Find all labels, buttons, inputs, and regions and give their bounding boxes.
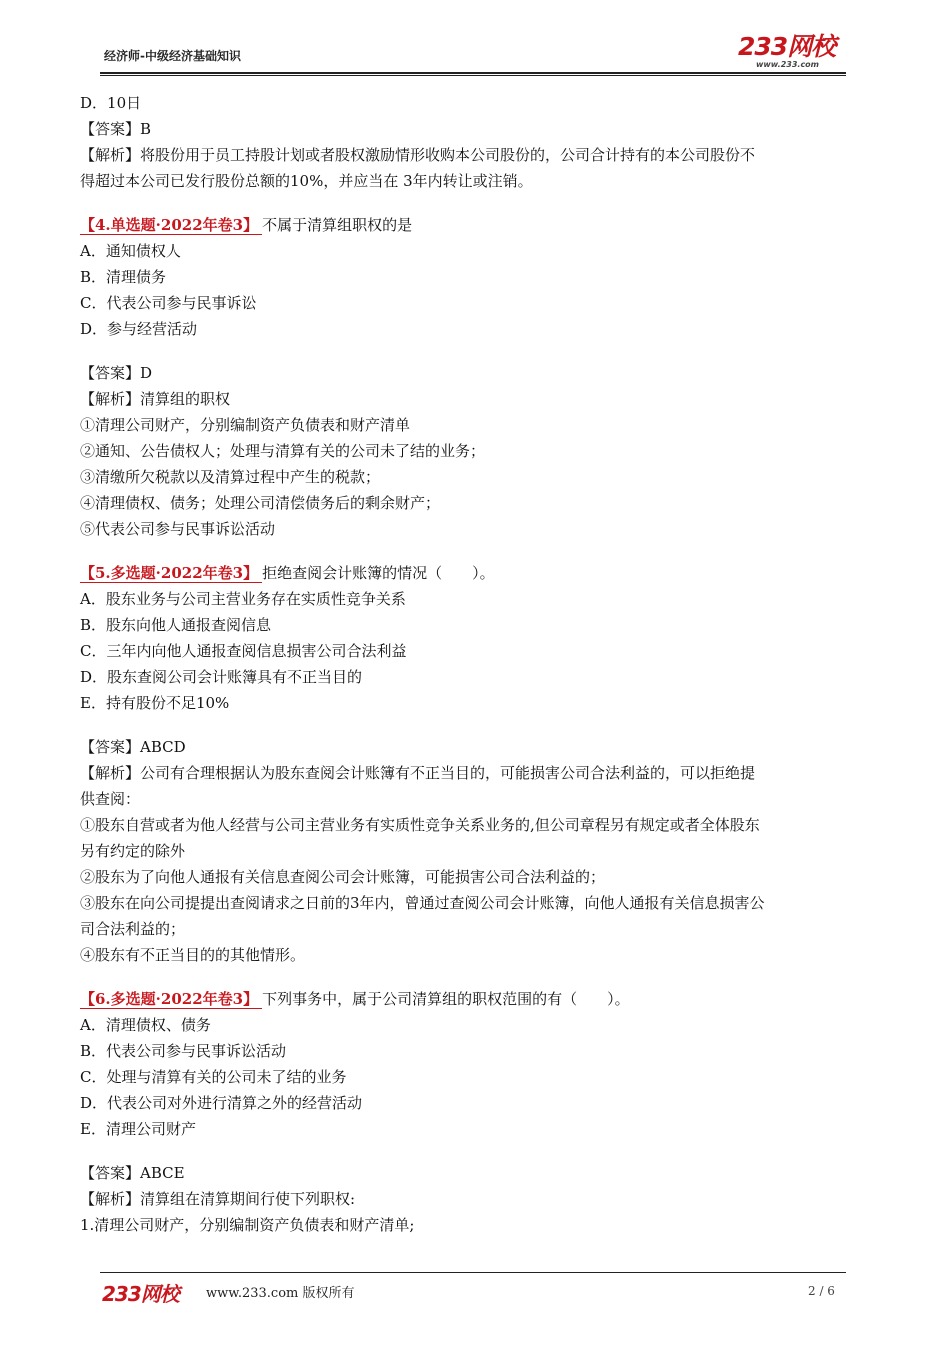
- q5-option: D．股东查阅公司会计账簿具有不正当目的: [80, 668, 363, 686]
- q6-analysis-line: 1.清理公司财产，分别编制资产负债表和财产清单;: [80, 1216, 415, 1234]
- q5-analysis-line: ④股东有不正当目的的其他情形。: [80, 946, 306, 964]
- q6-option: A．清理债权、债务: [80, 1016, 211, 1034]
- q6-heading: [80, 986, 870, 1012]
- q3-analysis-line: 【解析】将股份用于员工持股计划或者股权激励情形收购本公司股份的，公司合计持有的本公司股份不: [80, 146, 756, 164]
- q5-analysis-line: 司合法利益的；: [80, 920, 186, 938]
- q6-option: E．清理公司财产: [80, 1120, 196, 1138]
- footer-copyright: www.233.com 版权所有: [206, 1286, 355, 1301]
- brand-logo: [738, 33, 862, 73]
- q5-option: A．股东业务与公司主营业务存在实质性竞争关系: [80, 590, 406, 608]
- logo-url-text: www.233.com: [756, 60, 820, 69]
- q4-option: C．代表公司参与民事诉讼: [80, 294, 257, 312]
- q4-heading: [80, 212, 870, 238]
- q6-option: C．处理与清算有关的公司未了结的业务: [80, 1068, 347, 1086]
- q4-analysis-line: ②通知、公告债权人；处理与清算有关的公司未了结的业务；: [80, 442, 486, 460]
- q4-analysis-line: ③清缴所欠税款以及清算过程中产生的税款；: [80, 468, 381, 486]
- q5-analysis-line: ①股东自营或者为他人经营与公司主营业务有实质性竞争关系业务的,但公司章程另有规定或者全体股东: [80, 816, 760, 834]
- q5-analysis-line: 【解析】公司有合理根据认为股东查阅会计账簿有不正当目的，可能损害公司合法利益的，可以拒绝提: [80, 764, 756, 782]
- q3-analysis-line: 得超过本公司已发行股份总额的10%，并应当在 3年内转让或注销。: [80, 172, 533, 190]
- q4-option: D．参与经营活动: [80, 320, 198, 338]
- logo-main-text: 233网校: [738, 32, 836, 61]
- q5-option: C．三年内向他人通报查阅信息损害公司合法利益: [80, 642, 407, 660]
- q5-analysis-line: 另有约定的除外: [80, 842, 186, 860]
- page-content: [80, 90, 870, 1238]
- q4-analysis-line: ①清理公司财产，分别编制资产负债表和财产清单: [80, 416, 411, 434]
- q6-answer: 【答案】ABCE: [80, 1164, 185, 1182]
- q5-answer: 【答案】ABCD: [80, 738, 186, 756]
- footer-rule: [100, 1272, 846, 1273]
- q4-option: A．通知债权人: [80, 242, 181, 260]
- q5-analysis-line: ②股东为了向他人通报有关信息查阅公司会计账簿，可能损害公司合法利益的；: [80, 868, 606, 886]
- header-rule: [100, 72, 846, 74]
- q6-option: B．代表公司参与民事诉讼活动: [80, 1042, 287, 1060]
- header-title: 经济师-中级经济基础知识: [104, 49, 241, 63]
- q5-option: E．持有股份不足10%: [80, 694, 230, 712]
- header-rule-thin: [100, 75, 846, 76]
- q4-stem: 不属于清算组职权的是: [262, 216, 413, 234]
- q4-analysis-line: ④清理债权、债务；处理公司清偿债务后的剩余财产；: [80, 494, 441, 512]
- q6-option: D．代表公司对外进行清算之外的经营活动: [80, 1094, 363, 1112]
- q6-tag: 【6.多选题·2022年卷3】: [80, 990, 262, 1009]
- q3-option-d: D．10日: [80, 94, 142, 112]
- q5-option: B．股东向他人通报查阅信息: [80, 616, 272, 634]
- q5-tag: 【5.多选题·2022年卷3】: [80, 564, 262, 583]
- q5-heading: [80, 560, 870, 586]
- q5-analysis-line: 供查阅：: [80, 790, 141, 808]
- q4-option: B．清理债务: [80, 268, 167, 286]
- q5-stem: 拒绝查阅会计账簿的情况（ ）。: [262, 564, 495, 582]
- page-number: 2 / 6: [808, 1284, 835, 1298]
- q4-analysis-line: ⑤代表公司参与民事诉讼活动: [80, 520, 276, 538]
- q6-stem: 下列事务中，属于公司清算组的职权范围的有（ ）。: [262, 990, 630, 1008]
- q5-analysis-line: ③股东在向公司提提出查阅请求之日前的3年内，曾通过查阅公司会计账簿，向他人通报有关信息损害公: [80, 894, 765, 912]
- q4-answer: 【答案】D: [80, 364, 153, 382]
- q4-analysis-line: 【解析】清算组的职权: [80, 390, 231, 408]
- footer-logo: 233网校: [102, 1282, 179, 1306]
- q6-analysis-line: 【解析】清算组在清算期间行使下列职权:: [80, 1190, 356, 1208]
- q4-tag: 【4.单选题·2022年卷3】: [80, 216, 262, 235]
- q3-answer: 【答案】B: [80, 120, 152, 138]
